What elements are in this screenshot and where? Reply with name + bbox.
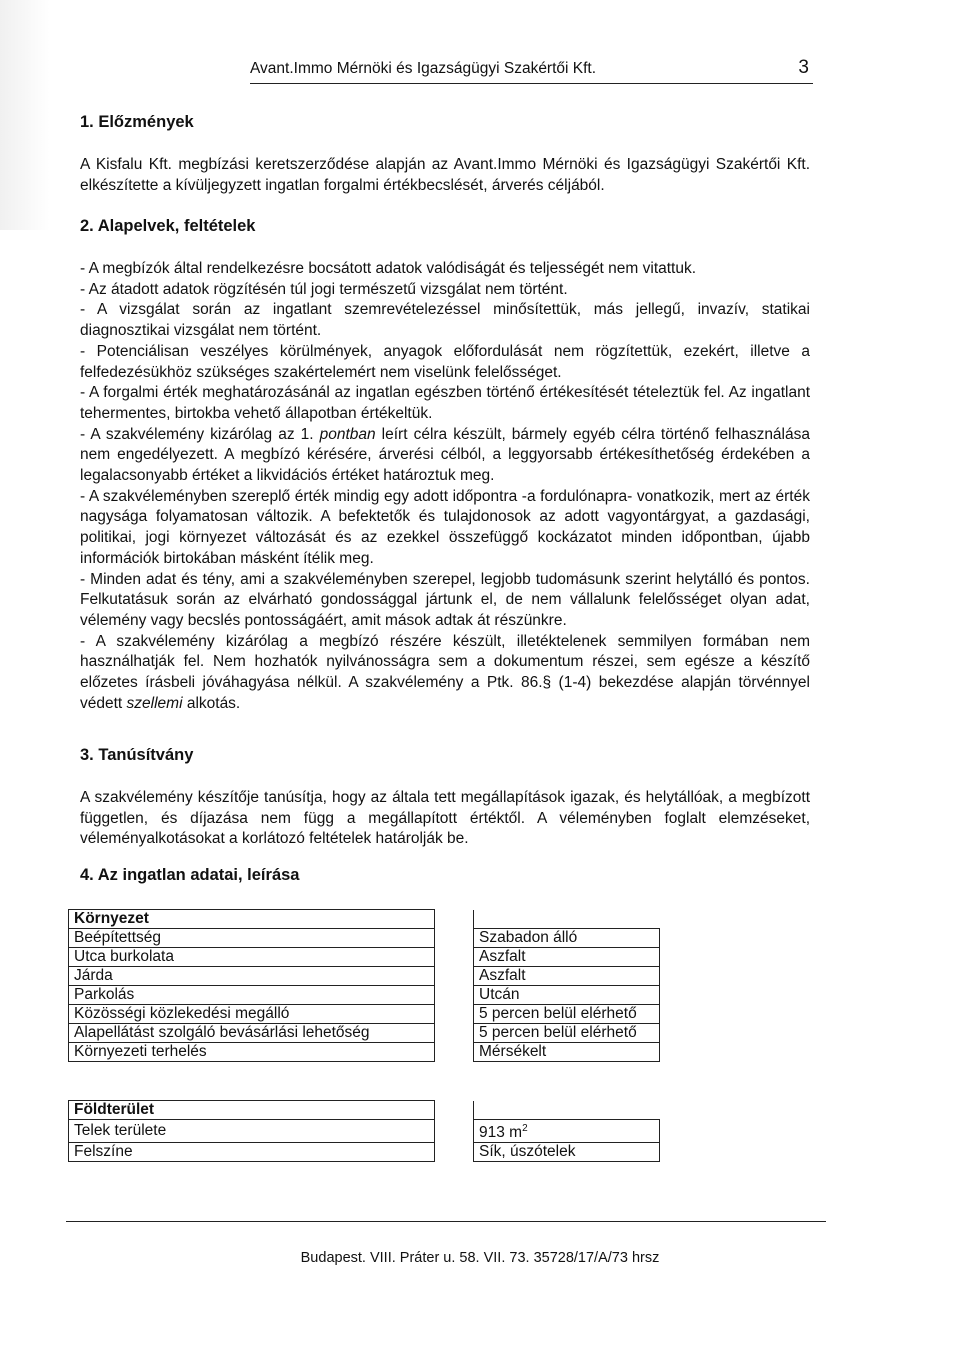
environment-title: Környezet: [69, 910, 435, 929]
principle-7: - A szakvéleményben szereplő érték mindig egy adott időpontra -a fordulónapra- vonatkozik, mert az érték nagysága folyamatosan változik. A befektetők és tulajdonosok az adott vagyontárgyat, a gazdasági, politikai, jogi környezet változását és az ezekkel összefüggő kockázatot minden időpontban, újabb információk birtokában másként ítélik meg.: [80, 487, 810, 567]
principle-9-part-a: - A szakvélemény kizárólag a megbízó részére készült, illetéktelenek semmilyen formában nem használhatják fel. Nem hozhatók nyilvánosságra sem a dokumentum részei, sem egésze a készítő előzetes írásbeli jóváhagyása nélkül. A szakvélemény a Ptk. 86.§ (1-4) bekezdése alapján törvénnyel védett: [80, 632, 810, 712]
principle-3: - A vizsgálat során az ingatlant szemrevételezéssel minősítettük, más jellegű, invazív, statikai diagnosztikai vizsgálat nem történt.: [80, 301, 810, 340]
scan-shadow: [0, 0, 50, 230]
page-header: [250, 57, 813, 84]
env-value-0: Szabadon álló: [474, 929, 660, 948]
env-label-3: Parkolás: [69, 986, 435, 1005]
land-value-0-sup: 2: [522, 1123, 528, 1134]
land-table-header: [69, 1101, 660, 1120]
principle-1: - A megbízók által rendelkezésre bocsátott adatok valódiságát és teljességét nem vitattuk.: [80, 260, 697, 277]
section-2-body: [80, 259, 810, 714]
env-value-5: 5 percen belül elérhető: [474, 1024, 660, 1043]
table-row: [69, 929, 660, 948]
principle-4: - Potenciálisan veszélyes körülmények, anyagok előfordulását nem rögzítettük, ezekért, illetve a felfedezésükhöz szükséges szakértelemért nem viselünk felelősséget.: [80, 342, 810, 381]
section-3-body: [80, 788, 810, 850]
principle-6-part-a: - A szakvélemény kizárólag az 1.: [80, 425, 320, 443]
table-row: [69, 1143, 660, 1162]
principle-5: - A forgalmi érték meghatározásánál az ingatlan egészben történő értékesítését tételeztük fel. Az ingatlant tehermentes, birtokba vehető állapotban értékeltük.: [80, 384, 810, 422]
env-value-6: Mérsékelt: [474, 1043, 660, 1062]
env-label-1: Utca burkolata: [69, 948, 435, 967]
section-1-title: 1. Előzmények: [80, 113, 194, 131]
principle-6-part-b: pontban: [319, 425, 376, 443]
table-row: [69, 1024, 660, 1043]
env-value-1: Aszfalt: [474, 948, 660, 967]
certificate-text: A szakvélemény készítője tanúsítja, hogy az általa tett megállapítások igazak, és helytállóak, a megbízott független, és díjazása nem függ a megállapított értéktől. A véleményben foglalt elemzéseket, véleményalkotásokat a korlátozó feltételek határolják be.: [80, 789, 810, 848]
principle-6: [80, 425, 810, 487]
land-value-0-text: 913 m: [479, 1124, 523, 1142]
footer-divider: [66, 1221, 826, 1222]
environment-table-header: [69, 910, 660, 929]
land-title: Földterület: [69, 1101, 435, 1120]
table-row: [69, 967, 660, 986]
land-label-1: Felszíne: [69, 1143, 435, 1162]
principle-9-part-c: alkotás.: [182, 694, 241, 712]
principle-9: [80, 632, 810, 715]
env-label-5: Alapellátást szolgáló bevásárlási lehetőség: [69, 1024, 435, 1043]
footer-address: Budapest. VIII. Práter u. 58. VII. 73. 35728/17/A/73 hrsz: [300, 1250, 660, 1266]
table-row: [69, 1043, 660, 1062]
principle-2: - Az átadott adatok rögzítésén túl jogi természetű vizsgálat nem történt.: [80, 280, 568, 298]
page-number: 3: [798, 57, 809, 78]
section-1-text: A Kisfalu Kft. megbízási keretszerződése alapján az Avant.Immo Mérnöki és Igazságügyi Szakértői Kft. elkészítette a kívüljegyzett ingatlan forgalmi értékbecslését, árverés céljából.: [80, 156, 810, 194]
land-table: [68, 1100, 660, 1162]
environment-table: [68, 909, 660, 1062]
land-label-0: Telek területe: [69, 1120, 435, 1143]
principle-8: - Minden adat és tény, ami a szakvéleményben szerepel, legjobb tudomásunk szerint helytálló és pontos. Felkutatásuk során az elvárható gondossággal jártunk el, de nem vállalunk felelősséget olyan adat, vélemény vagy becslés pontosságáért, amit mások adtak át részünkre.: [80, 570, 810, 629]
table-row: [69, 948, 660, 967]
section-4-title: 4. Az ingatlan adatai, leírása: [80, 866, 300, 884]
header-firm-name: Avant.Immo Mérnöki és Igazságügyi Szakértői Kft.: [250, 60, 597, 77]
env-label-0: Beépítettség: [69, 929, 435, 948]
table-row: [69, 1005, 660, 1024]
env-value-2: Aszfalt: [474, 967, 660, 986]
principle-6-part-c: leírt célra készült, bármely egyéb célra történő felhasználása nem engedélyezett. A megbízó kérésére, árverési célból, a leggyorsabb értékesíthetőség érdekében a legalacsonyabb értéket a likvidációs értéket határoztuk meg.: [80, 425, 810, 485]
table-row: [69, 986, 660, 1005]
env-value-4: 5 percen belül elérhető: [474, 1005, 660, 1024]
land-value-1: Sík, úszótelek: [474, 1143, 660, 1162]
section-3-title: 3. Tanúsítvány: [80, 746, 194, 764]
env-label-6: Környezeti terhelés: [69, 1043, 435, 1062]
principle-9-part-b: szellemi: [126, 694, 183, 712]
env-label-4: Közösségi közlekedési megálló: [69, 1005, 435, 1024]
land-value-0: [474, 1120, 660, 1143]
table-row: [69, 1120, 660, 1143]
env-label-2: Járda: [69, 967, 435, 986]
section-1-body: [80, 155, 810, 196]
section-2-title: 2. Alapelvek, feltételek: [80, 217, 256, 235]
env-value-3: Utcán: [474, 986, 660, 1005]
